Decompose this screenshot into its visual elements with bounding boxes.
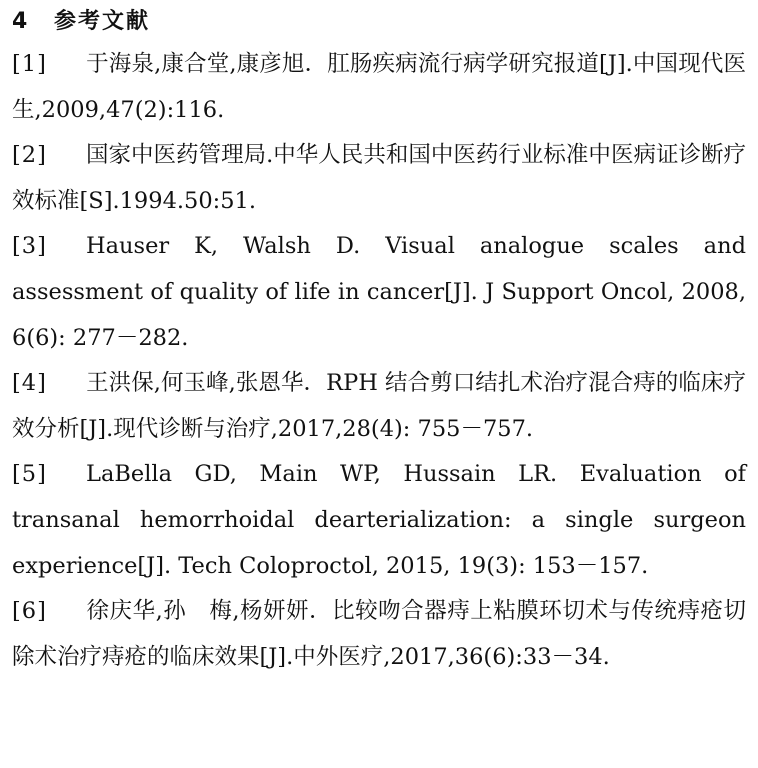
reference-item-4: [12, 361, 746, 452]
section-number: 4: [12, 9, 28, 34]
reference-tag: [1]: [12, 51, 47, 77]
section-heading: [12, 4, 746, 42]
reference-text: 徐庆华,孙 梅,杨妍妍．比较吻合器痔上粘膜环切术与传统痔疮切除术治疗痔疮的临床效果[J].中外医疗,2017,36(6):33－34.: [12, 598, 746, 670]
reference-text: LaBella GD, Main WP, Hussain LR. Evaluation of transanal hemorrhoidal dearterialization: a single surgeon experience[J]. Tech Coloproctol, 2015, 19(3): 153－157.: [12, 461, 746, 579]
reference-item-1: [12, 42, 746, 133]
reference-list: [12, 42, 746, 680]
reference-tag: [6]: [12, 598, 47, 625]
reference-item-5: [12, 452, 746, 589]
reference-text: 国家中医药管理局.中华人民共和国中医药行业标准中医病证诊断疗效标准[S].1994.50:51.: [12, 142, 746, 214]
references-page: [12, 0, 746, 680]
reference-text: 于海泉,康合堂,康彦旭．肛肠疾病流行病学研究报道[J].中国现代医生,2009,47(2):116.: [12, 51, 746, 123]
reference-item-6: [12, 589, 746, 680]
reference-text: Hauser K, Walsh D. Visual analogue scales and assessment of quality of life in cancer[J]. J Support Oncol, 2008, 6(6): 277－282.: [12, 233, 746, 351]
reference-tag: [4]: [12, 370, 47, 397]
reference-item-3: [12, 224, 746, 361]
reference-tag: [5]: [12, 461, 47, 488]
reference-tag: [2]: [12, 142, 47, 169]
reference-tag: [3]: [12, 233, 47, 260]
reference-item-2: [12, 133, 746, 224]
section-title: 参考文献: [54, 9, 151, 34]
reference-text: 王洪保,何玉峰,张恩华．RPH 结合剪口结扎术治疗混合痔的临床疗效分析[J].现代诊断与治疗,2017,28(4): 755－757.: [12, 370, 746, 442]
